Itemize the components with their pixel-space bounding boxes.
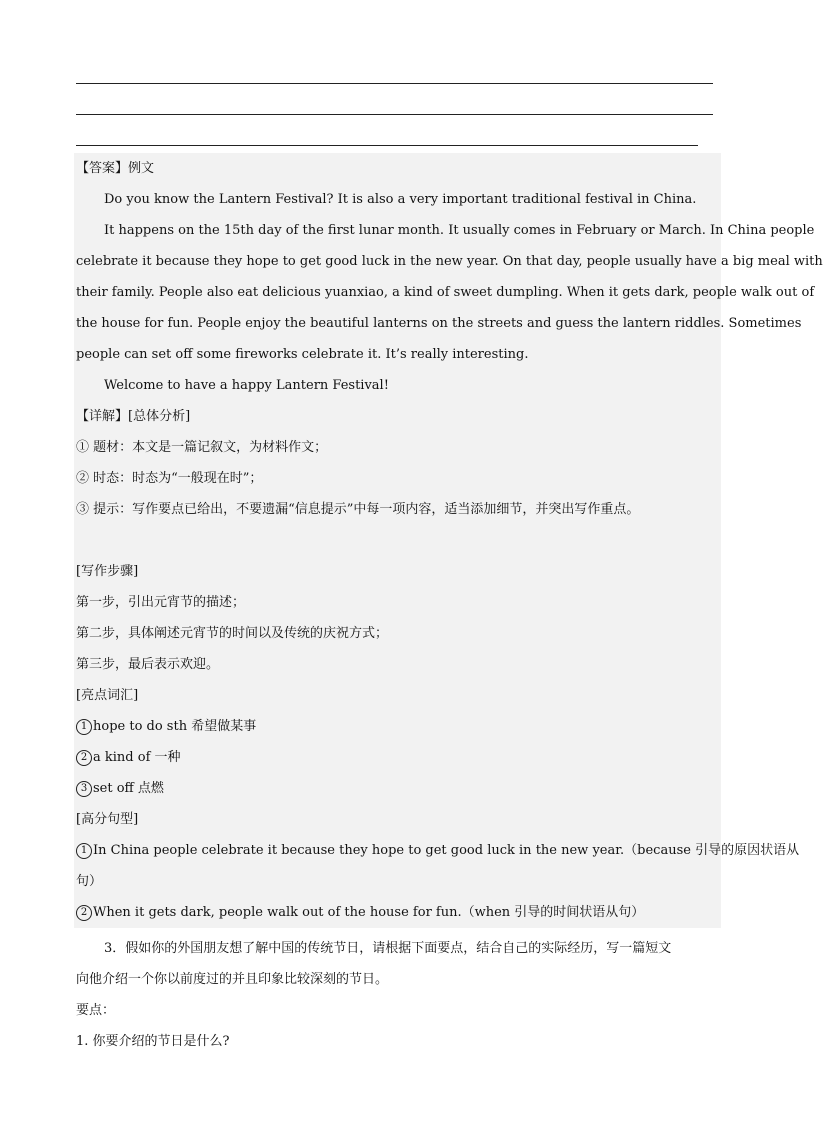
step-3: 第三步，最后表示欢迎。 — [76, 657, 220, 672]
answer-section — [74, 153, 823, 928]
sentences-header: [高分句型] — [76, 812, 139, 827]
sentence-text-1: In China people celebrate it because they hope to get good luck in the new year.（because 引导的原因状语从 — [93, 843, 800, 858]
vocab-header: [亮点词汇] — [76, 688, 139, 703]
sentence-item-1-line-1 — [74, 835, 800, 866]
essay-paragraph-2-line-3: their family. People also eat delicious yuanxiao, a kind of sweet dumpling. When it gets dark, people walk out of — [76, 285, 815, 300]
spacer — [74, 525, 721, 556]
sentence-item-1-line-2: 句） — [76, 874, 103, 889]
sentence-item-2 — [74, 897, 721, 928]
essay-paragraph-2-line-4: the house for fun. People enjoy the beautiful lanterns on the streets and guess the lantern riddles. Sometimes — [76, 316, 802, 331]
circled-number-2: 2 — [76, 750, 92, 766]
step-2: 第二步，具体阐述元宵节的时间以及传统的庆祝方式； — [76, 626, 389, 641]
circled-number-5: 2 — [76, 905, 92, 921]
vocab-item-3 — [74, 773, 721, 804]
question-section — [74, 933, 721, 1057]
answer-header: 【答案】例文 — [76, 161, 155, 176]
analysis-item-1: ① 题材：本文是一篇记叙文，为材料作文； — [76, 440, 328, 455]
vocab-text-1: hope to do sth 希望做某事 — [93, 719, 257, 734]
answer-line-2 — [76, 114, 713, 115]
analysis-item-2: ② 时态：时态为“一般现在时”； — [76, 471, 263, 486]
detail-header: 【详解】[总体分析] — [76, 409, 191, 424]
steps-header: [写作步骤] — [76, 564, 139, 579]
sentence-text-2: When it gets dark, people walk out of the house for fun.（when 引导的时间状语从句） — [93, 905, 645, 920]
circled-number-4: 1 — [76, 843, 92, 859]
points-label: 要点： — [76, 1003, 116, 1018]
essay-paragraph-2-line-5: people can set off some fireworks celebrate it. It’s really interesting. — [76, 347, 529, 362]
answer-line-3 — [76, 145, 698, 146]
vocab-text-2: a kind of 一种 — [93, 750, 181, 765]
step-1: 第一步，引出元宵节的描述； — [76, 595, 246, 610]
circled-number-1: 1 — [76, 719, 92, 735]
essay-paragraph-1: Do you know the Lantern Festival? It is also a very important traditional festival in China. — [104, 192, 697, 207]
vocab-text-3: set off 点燃 — [93, 781, 164, 796]
answer-line-1 — [76, 83, 713, 84]
essay-paragraph-3: Welcome to have a happy Lantern Festival! — [104, 378, 389, 393]
vocab-item-1 — [74, 711, 721, 742]
question-intro-line-1: 3．假如你的外国朋友想了解中国的传统节日，请根据下面要点，结合自己的实际经历，写一篇短文 — [104, 941, 672, 956]
vocab-item-2 — [74, 742, 721, 773]
circled-number-3: 3 — [76, 781, 92, 797]
point-1: 1. 你要介绍的节日是什么? — [76, 1034, 230, 1049]
essay-paragraph-2-line-2: celebrate it because they hope to get good luck in the new year. On that day, people usually have a big meal with — [76, 254, 823, 269]
analysis-item-3: ③ 提示：写作要点已给出，不要遗漏“信息提示”中每一项内容，适当添加细节，并突出写作重点。 — [76, 502, 640, 517]
essay-paragraph-2-line-1: It happens on the 15th day of the first lunar month. It usually comes in February or March. In China people — [104, 223, 815, 238]
question-intro-line-2: 向他介绍一个你以前度过的并且印象比较深刻的节日。 — [76, 972, 389, 987]
